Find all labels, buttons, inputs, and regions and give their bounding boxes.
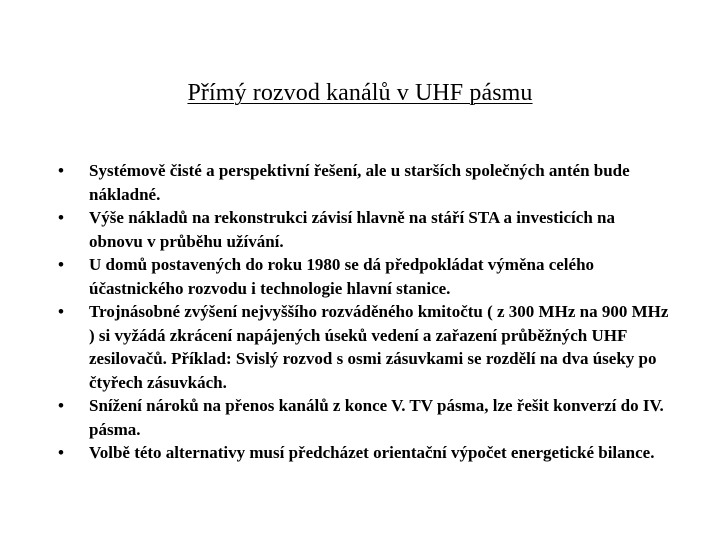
slide-title: Přímý rozvod kanálů v UHF pásmu bbox=[187, 80, 533, 106]
bullet-text: Výše nákladů na rekonstrukci závisí hlavně na stáří STA a investicích na obnovu v průběhu užívání. bbox=[89, 208, 615, 251]
bullet-icon: • bbox=[58, 443, 64, 462]
bullet-icon: • bbox=[58, 255, 64, 274]
bullet-item bbox=[58, 253, 670, 300]
bullet-text: U domů postavených do roku 1980 se dá předpokládat výměna celého účastnického rozvodu i technologie hlavní stanice. bbox=[89, 255, 595, 298]
bullet-item bbox=[58, 441, 670, 465]
bullet-icon: • bbox=[58, 208, 64, 227]
bullet-icon: • bbox=[58, 161, 64, 180]
bullet-item bbox=[58, 394, 670, 441]
bullet-icon: • bbox=[58, 396, 64, 415]
bullet-icon: • bbox=[58, 302, 64, 321]
bullet-item bbox=[58, 300, 670, 394]
bullet-item bbox=[58, 159, 670, 206]
bullet-text: Snížení nároků na přenos kanálů z konce V. TV pásma, lze řešit konverzí do IV. pásma. bbox=[89, 396, 664, 439]
bullet-text: Systémově čisté a perspektivní řešení, ale u starších společných antén bude nákladné. bbox=[89, 161, 630, 204]
bullet-item bbox=[58, 206, 670, 253]
bullet-text: Trojnásobné zvýšení nejvyššího rozváděného kmitočtu ( z 300 MHz na 900 MHz ) si vyžádá zkrácení napájených úseků vedení a zařazení průběžných UHF zesilovačů. Příklad: Svislý rozvod s osmi zásuvkami se rozdělí na dva úseky po čtyřech zásuvkách. bbox=[89, 302, 669, 392]
bullet-text: Volbě této alternativy musí předcházet orientační výpočet energetické bilance. bbox=[89, 443, 655, 462]
bullet-list bbox=[58, 159, 670, 465]
